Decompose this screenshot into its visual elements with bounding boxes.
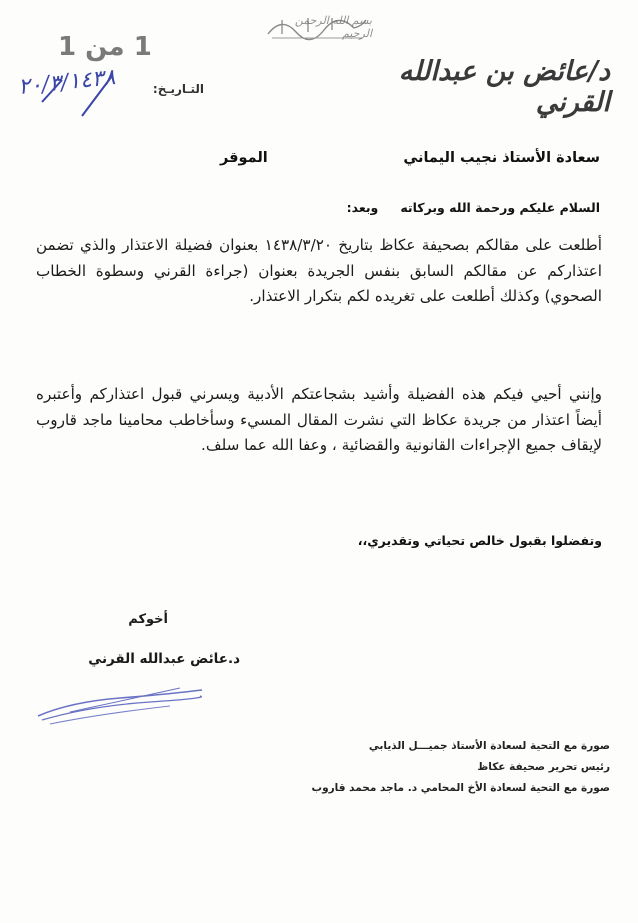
cc-line: صورة مع التحية لسعادة الأستاذ جميـــل الذيابي <box>368 740 610 752</box>
cc-line: رئيس تحرير صحيفة عكاظ <box>477 761 610 773</box>
date-field <box>14 66 214 126</box>
body-paragraph-2: وإنني أحيي فيكم هذه الفضيلة وأشيد بشجاعتكم الأدبية ويسرني قبول اعتذاركم وأعتبره أيضاً اعتذار من جريدة عكاظ التي نشرت المقال المسيء وسأخاطب محامينا ماجد قاروب لإيقاف جميع الإجراءات القانونية والقضائية ، وعفا الله عما سلف. <box>36 385 602 454</box>
basmala-text: بسم الله الرحمن الرحيم <box>294 14 372 40</box>
recipient-name: سعادة الأستاذ نجيب اليماني <box>403 150 600 166</box>
date-label: التـاريـخ: <box>152 82 204 96</box>
basmala-calligraphy <box>262 10 372 44</box>
sign-off-brother: أخوكم <box>128 612 168 627</box>
cc-block <box>290 736 610 799</box>
letterhead-name: د/عائض بن عبدالله القرني <box>398 56 610 118</box>
greeting-ba3d: وبعد: <box>346 200 379 215</box>
closing-line: وتفضلوا بقبول خالص تحياتي وتقديري،، <box>357 533 602 548</box>
greeting-line <box>280 200 600 215</box>
signature-icon <box>30 680 210 730</box>
date-handwritten-value: ٢٠/٣/١٤٣٨ <box>16 64 117 101</box>
page-counter: 1 من 1 <box>58 32 152 62</box>
recipient-line <box>220 150 600 166</box>
date-strokes-icon <box>14 66 214 126</box>
recipient-title: الموقر <box>220 150 268 166</box>
greeting-salam: السلام عليكم ورحمة الله وبركاته <box>400 200 600 215</box>
cc-line: صورة مع التحية لسعادة الأخ المحامي د. ماجد محمد قاروب <box>311 782 610 794</box>
body-paragraph-1: أطلعت على مقالكم بصحيفة عكاظ بتاريخ ١٤٣٨/٣/٢٠ بعنوان فضيلة الاعتذار والذي تضمن اعتذاركم عن مقالكم السابق بنفس الجريدة بعنوان (جراءة القرني وسطوة الخطاب الصحوي) وكذلك أطلعت على تغريده لكم بتكرار الاعتذار. <box>36 236 602 305</box>
sender-name: د.عائض عبدالله القرني <box>88 651 240 667</box>
